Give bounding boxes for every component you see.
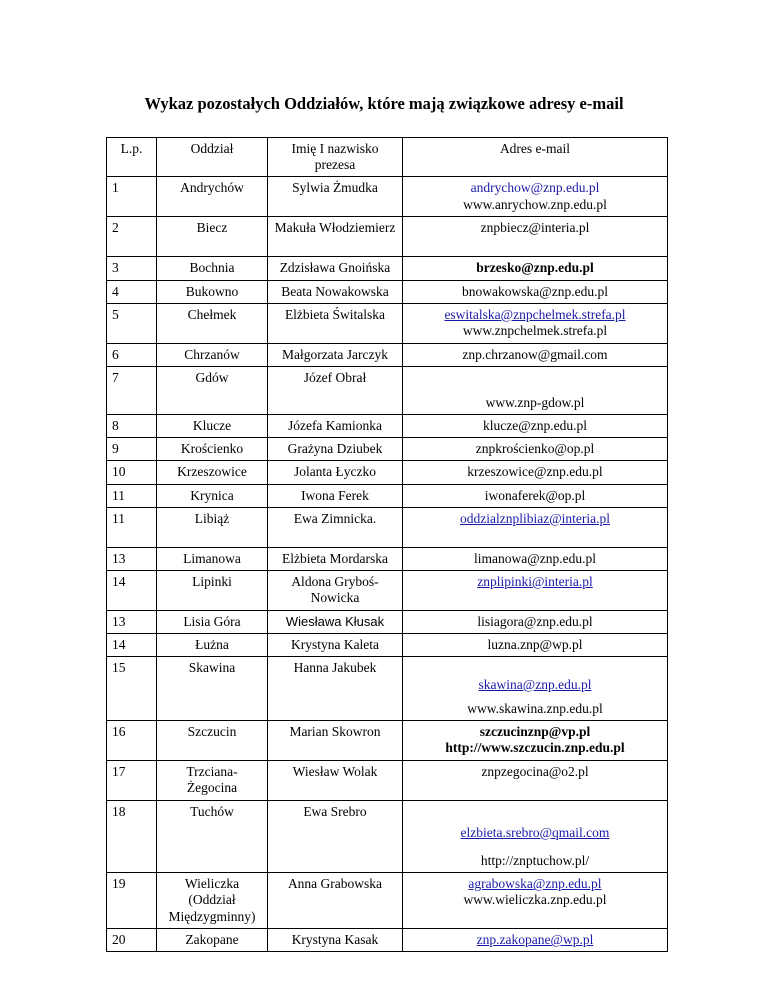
row-email-cell	[403, 873, 668, 929]
branches-table	[106, 137, 668, 952]
row-oddzial: Chrzanów	[157, 343, 268, 366]
table-row	[107, 761, 668, 801]
row-lp: 14	[107, 570, 157, 610]
table-row	[107, 303, 668, 343]
row-prezes: Józefa Kamionka	[268, 414, 403, 437]
row-email: znp.chrzanow@gmail.com	[403, 343, 668, 366]
table-row	[107, 610, 668, 633]
row-lp: 18	[107, 801, 157, 873]
row-website: www.znp-gdow.pl	[403, 366, 668, 414]
website-text: www.wieliczka.znp.edu.pl	[463, 892, 607, 908]
row-oddzial: Wieliczka (Oddział Międzygminny)	[157, 873, 268, 929]
table-row	[107, 634, 668, 657]
row-lp: 16	[107, 721, 157, 761]
row-prezes: Krystyna Kasak	[268, 929, 403, 952]
row-oddzial: Gdów	[157, 366, 268, 414]
website-text: www.znpchelmek.strefa.pl	[462, 322, 608, 338]
website-text: http://www.szczucin.znp.edu.pl	[445, 740, 625, 756]
row-lp: 11	[107, 507, 157, 547]
row-lp: 17	[107, 761, 157, 801]
row-oddzial: Biecz	[157, 217, 268, 257]
table-row	[107, 177, 668, 217]
row-oddzial: Krynica	[157, 484, 268, 507]
row-email-link[interactable]: oddzialznplibiaz@interia.pl	[403, 507, 668, 547]
row-prezes: Ewa Srebro	[268, 801, 403, 873]
row-lp: 1	[107, 177, 157, 217]
row-oddzial: Krościenko	[157, 438, 268, 461]
table-row	[107, 438, 668, 461]
row-lp: 4	[107, 280, 157, 303]
website-text: www.skawina.znp.edu.pl	[467, 701, 603, 717]
header-email: Adres e-mail	[403, 138, 668, 177]
table-row	[107, 484, 668, 507]
row-prezes: Małgorzata Jarczyk	[268, 343, 403, 366]
row-oddzial: Limanowa	[157, 547, 268, 570]
table-row	[107, 929, 668, 952]
table-row	[107, 547, 668, 570]
row-email-link[interactable]: znplipinki@interia.pl	[403, 570, 668, 610]
row-email: lisiagora@znp.edu.pl	[403, 610, 668, 633]
row-oddzial: Lipinki	[157, 570, 268, 610]
email-link[interactable]: eswitalska@znpchelmek.strefa.pl	[444, 306, 626, 322]
row-email-cell	[403, 657, 668, 721]
row-prezes: Krystyna Kaleta	[268, 634, 403, 657]
row-lp: 5	[107, 303, 157, 343]
row-email: brzesko@znp.edu.pl	[403, 257, 668, 280]
row-email: iwonaferek@op.pl	[403, 484, 668, 507]
email-link[interactable]: skawina@znp.edu.pl	[478, 676, 592, 692]
row-oddzial: Andrychów	[157, 177, 268, 217]
row-email: limanowa@znp.edu.pl	[403, 547, 668, 570]
row-email: luzna.znp@wp.pl	[403, 634, 668, 657]
row-prezes: Józef Obrał	[268, 366, 403, 414]
row-prezes: Iwona Ferek	[268, 484, 403, 507]
table-row	[107, 461, 668, 484]
row-oddzial: Lisia Góra	[157, 610, 268, 633]
row-lp: 3	[107, 257, 157, 280]
table-row	[107, 366, 668, 414]
header-prezes: Imię I nazwisko prezesa	[268, 138, 403, 177]
row-oddzial: Klucze	[157, 414, 268, 437]
header-lp: L.p.	[107, 138, 157, 177]
row-prezes: Elżbieta Mordarska	[268, 547, 403, 570]
row-prezes: Ewa Zimnicka.	[268, 507, 403, 547]
row-prezes: Marian Skowron	[268, 721, 403, 761]
row-lp: 20	[107, 929, 157, 952]
row-lp: 8	[107, 414, 157, 437]
row-prezes: Zdzisława Gnoińska	[268, 257, 403, 280]
row-oddzial: Chełmek	[157, 303, 268, 343]
row-oddzial: Łużna	[157, 634, 268, 657]
row-email-cell	[403, 177, 668, 217]
row-email: znpkrościenko@op.pl	[403, 438, 668, 461]
row-lp: 7	[107, 366, 157, 414]
row-lp: 14	[107, 634, 157, 657]
row-email-cell	[403, 721, 668, 761]
row-email: krzeszowice@znp.edu.pl	[403, 461, 668, 484]
table-row	[107, 657, 668, 721]
row-lp: 19	[107, 873, 157, 929]
table-row	[107, 570, 668, 610]
table-header-row	[107, 138, 668, 177]
row-prezes: Aldona Gryboś-Nowicka	[268, 570, 403, 610]
table-row	[107, 257, 668, 280]
row-lp: 13	[107, 547, 157, 570]
row-email: klucze@znp.edu.pl	[403, 414, 668, 437]
row-oddzial: Tuchów	[157, 801, 268, 873]
row-prezes: Wiesława Kłusak	[268, 610, 403, 633]
row-prezes: Jolanta Łyczko	[268, 461, 403, 484]
row-prezes: Anna Grabowska	[268, 873, 403, 929]
row-oddzial: Skawina	[157, 657, 268, 721]
header-oddzial: Oddział	[157, 138, 268, 177]
table-row	[107, 873, 668, 929]
table-row	[107, 801, 668, 873]
document-title: Wykaz pozostałych Oddziałów, które mają związkowe adresy e-mail	[144, 94, 624, 113]
row-lp: 6	[107, 343, 157, 366]
table-row	[107, 217, 668, 257]
table-row	[107, 280, 668, 303]
row-email: bnowakowska@znp.edu.pl	[403, 280, 668, 303]
row-oddzial: Trzciana-Żegocina	[157, 761, 268, 801]
row-prezes: Grażyna Dziubek	[268, 438, 403, 461]
email-link[interactable]: elzbieta.srebro@qmail.com	[460, 824, 610, 840]
website-text: www.anrychow.znp.edu.pl	[463, 196, 607, 212]
row-prezes: Hanna Jakubek	[268, 657, 403, 721]
row-prezes: Sylwia Żmudka	[268, 177, 403, 217]
row-prezes: Makuła Włodziemierz	[268, 217, 403, 257]
row-lp: 11	[107, 484, 157, 507]
row-email-link[interactable]: znp.zakopane@wp.pl	[403, 929, 668, 952]
row-oddzial: Szczucin	[157, 721, 268, 761]
row-email-cell	[403, 801, 668, 873]
website-text: http://znptuchow.pl/	[480, 853, 590, 869]
email-text: szczucinznp@vp.pl	[479, 724, 591, 740]
row-lp: 10	[107, 461, 157, 484]
table-row	[107, 721, 668, 761]
table-row	[107, 507, 668, 547]
row-oddzial: Bukowno	[157, 280, 268, 303]
email-link[interactable]: andrychow@znp.edu.pl	[470, 180, 600, 196]
row-email: znpbiecz@interia.pl	[403, 217, 668, 257]
row-oddzial: Bochnia	[157, 257, 268, 280]
row-lp: 9	[107, 438, 157, 461]
row-lp: 2	[107, 217, 157, 257]
row-prezes: Wiesław Wolak	[268, 761, 403, 801]
row-prezes: Beata Nowakowska	[268, 280, 403, 303]
row-oddzial: Zakopane	[157, 929, 268, 952]
row-email: znpzegocina@o2.pl	[403, 761, 668, 801]
row-lp: 15	[107, 657, 157, 721]
row-lp: 13	[107, 610, 157, 633]
row-email-cell	[403, 303, 668, 343]
table-row	[107, 414, 668, 437]
row-oddzial: Libiąż	[157, 507, 268, 547]
email-link[interactable]: agrabowska@znp.edu.pl	[468, 876, 602, 892]
row-oddzial: Krzeszowice	[157, 461, 268, 484]
row-prezes: Elżbieta Świtalska	[268, 303, 403, 343]
table-row	[107, 343, 668, 366]
